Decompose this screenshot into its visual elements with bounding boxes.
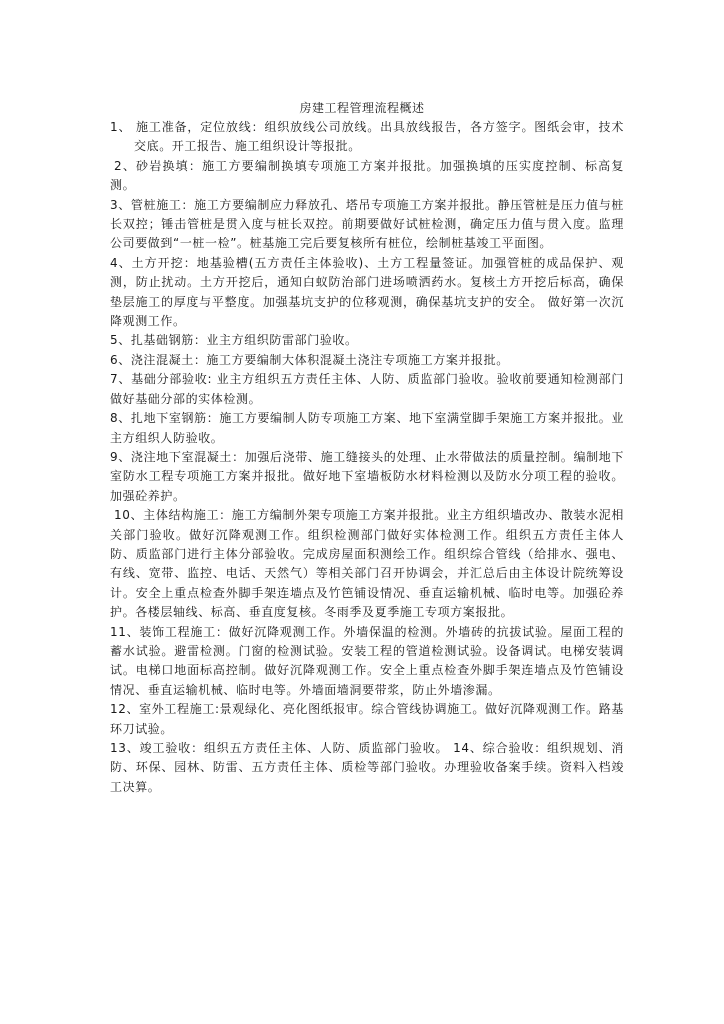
paragraph-13-completion-acceptance: 13、竣工验收：组织五方责任主体、人防、质监部门验收。 14、综合验收：组织规划、消防、环保、园林、防雷、五方责任主体、质检等部门验收。办理验收备案手续。资料入档竣工决算。 — [110, 741, 624, 794]
paragraph-1-construction-prep: 1、 施工准备，定位放线：组织放线公司放线。出具放线报告，各方签字。图纸会审，技术交底。开工报告、施工组织设计等报批。 — [110, 120, 624, 154]
document-title: 房建工程管理流程概述 — [299, 101, 425, 115]
paragraph-6-concrete-pouring: 6、浇注混凝土：施工方要编制大体积混凝土浇注专项施工方案并报批。 — [110, 352, 509, 367]
paragraph-10-main-structure: 10、主体结构施工：施工方编制外架专项施工方案并报批。业主方组织墙改办、散装水泥相关部门验收。做好沉降观测工作。组织检测部门做好实体检测工作。组织五方责任主体人防、质监部门进行主体分部验收。完成房屋面积测绘工作。组织综合管线（给排水、强电、有线、宽带、监控、电话、天然气）等相关部门召开协调会，并汇总后由主体设计院统筹设计。安全上重点检查外脚手架连墙点及竹笆铺设情况、垂直运输机械、临时电等。加强砼养护。各楼层轴线、标高、垂直度复核。冬雨季及夏季施工专项方案报批。 — [110, 508, 624, 620]
paragraph-11-decoration: 11、装饰工程施工：做好沉降观测工作。外墙保温的检测。外墙砖的抗拔试验。屋面工程的蓄水试验。避雷检测。门窗的检测试验。安装工程的管道检测试验。设备调试。电梯安装调试。电梯口地面标高控制。做好沉降观测工作。安全上重点检查外脚手架连墙点及竹笆铺设情况、垂直运输机械、临时电等。外墙面墙洞要带浆，防止外墙渗漏。 — [110, 624, 624, 697]
document-body — [110, 118, 624, 797]
paragraph-7-foundation-acceptance: 7、基础分部验收: 业主方组织五方责任主体、人防、质监部门验收。验收前要通知检测部门做好基础分部的实体检测。 — [110, 372, 624, 406]
paragraph-4-earth-excavation: 4、土方开挖：地基验槽(五方责任主体验收)、土方工程量签证。加强管桩的成品保护、观测，防止扰动。土方开挖后，通知白蚁防治部门进场喷洒药水。复核土方开挖后标高，确保垫层施工的厚度与平整度。加强基坑支护的位移观测，确保基坑支护的安全。 做好第一次沉降观测工作。 — [110, 255, 624, 329]
paragraph-3-pile-construction: 3、管桩施工：施工方要编制应力释放孔、塔吊专项施工方案并报批。静压管桩是压力值与桩长双控；锤击管桩是贯入度与桩长双控。前期要做好试桩检测，确定压力值与贯入度。监理公司要做到“一桩一检”。桩基施工完后要复核所有桩位，绘制桩基竣工平面图。 — [110, 197, 624, 251]
paragraph-5-foundation-rebar: 5、扎基础钢筋：业主方组织防雷部门验收。 — [110, 333, 358, 348]
paragraph-9-basement-concrete: 9、浇注地下室混凝土：加强后浇带、施工缝接头的处理、止水带做法的质量控制。编制地下室防水工程专项施工方案并报批。做好地下室墙板防水材料检测以及防水分项工程的验收。加强砼养护。 — [110, 449, 624, 503]
paragraph-8-basement-rebar: 8、扎地下室钢筋：施工方要编制人防专项施工方案、地下室满堂脚手架施工方案并报批。业主方组织人防验收。 — [110, 411, 624, 445]
paragraph-2-sand-replacement: 2、砂岩换填：施工方要编制换填专项施工方案并报批。加强换填的压实度控制、标高复测。 — [110, 158, 624, 193]
paragraph-12-outdoor-works: 12、室外工程施工:景观绿化、亮化图纸报审。综合管线协调施工。做好沉降观测工作。路基环刀试验。 — [110, 702, 624, 736]
